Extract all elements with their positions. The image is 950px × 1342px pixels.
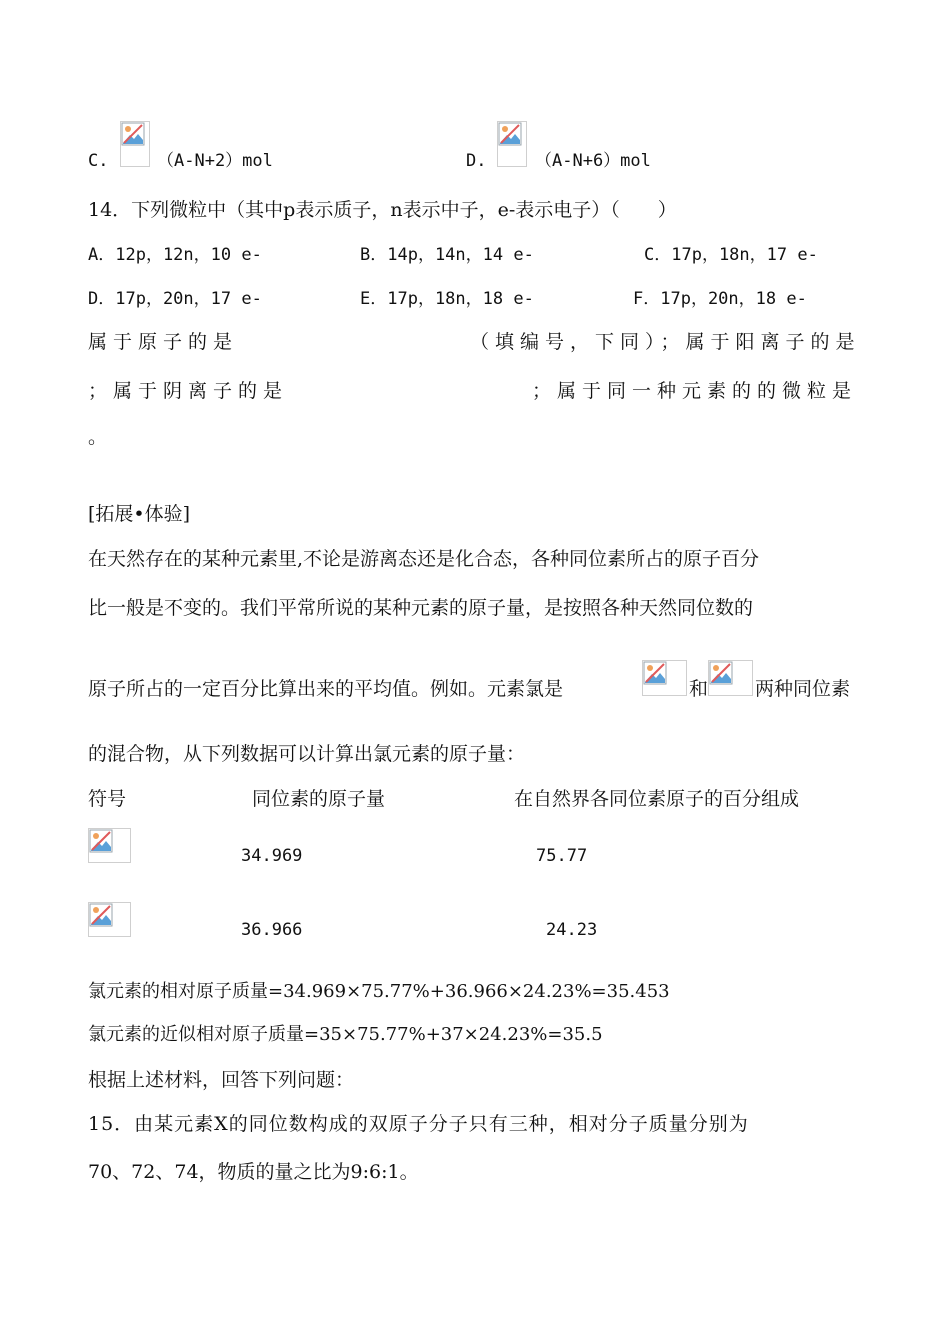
- table-cell-percent: 24.23: [546, 920, 598, 940]
- instruction-line: 根据上述材料，回答下列问题：: [88, 1069, 355, 1091]
- table-cell-percent: 75.77: [536, 846, 588, 866]
- option-c-label: C.: [88, 151, 109, 171]
- section-heading: [拓展•体验]: [88, 503, 191, 525]
- blank-prompt-atoms: 属于原子的是: [88, 331, 239, 353]
- broken-image-icon: [120, 121, 150, 167]
- isotope-cl37-image: [708, 660, 753, 696]
- q14-option-c: C．17p，18n，17 e-: [644, 245, 818, 265]
- isotope-symbol-image: [88, 828, 131, 863]
- table-header-mass: 同位素的原子量: [252, 788, 386, 810]
- q14-option-b: B．14p，14n，14 e-: [360, 245, 534, 265]
- calc-line-approx-mass: 氯元素的近似相对原子质量=35×75.77%+37×24.23%=35.5: [88, 1024, 603, 1045]
- q14-option-d: D．17p，20n，17 e-: [88, 289, 262, 309]
- isotope-cl35-image: [642, 660, 687, 696]
- option-c-text: （A-N+2）mol: [157, 151, 273, 171]
- option-d-text: （A-N+6）mol: [535, 151, 651, 171]
- blank-end-period: 。: [88, 426, 108, 448]
- paragraph-line: 两种同位素: [755, 678, 851, 700]
- blank-prompt-cations: （填编号，下同）；属于阳离子的是: [470, 331, 861, 353]
- q14-option-a: A．12p，12n，10 e-: [88, 245, 262, 265]
- paragraph-line: 的混合物，从下列数据可以计算出氯元素的原子量：: [88, 743, 526, 765]
- q14-option-f: F．17p，20n，18 e-: [633, 289, 807, 309]
- paragraph-line: 原子所占的一定百分比算出来的平均值。例如。元素氯是: [88, 678, 564, 700]
- isotope-symbol-image: [88, 902, 131, 937]
- paragraph-line: 比一般是不变的。我们平常所说的某种元素的原子量，是按照各种天然同位数的: [88, 597, 754, 619]
- table-cell-mass: 34.969: [241, 846, 303, 866]
- paragraph-line: 在天然存在的某种元素里,不论是游离态还是化合态，各种同位素所占的原子百分: [88, 548, 760, 570]
- paragraph-line: 和: [689, 678, 709, 700]
- question-15-line1: 15．由某元素X的同位数构成的双原子分子只有三种，相对分子质量分别为: [88, 1113, 749, 1135]
- blank-prompt-same-element: ；属于同一种元素的的微粒是: [532, 380, 858, 402]
- q14-option-e: E．17p，18n，18 e-: [360, 289, 534, 309]
- question-15-line2: 70、72、74，物质的量之比为9:6:1。: [88, 1161, 419, 1183]
- table-cell-mass: 36.966: [241, 920, 303, 940]
- blank-prompt-anions: ；属于阴离子的是: [88, 380, 289, 402]
- calc-line-relative-mass: 氯元素的相对原子质量=34.969×75.77%+36.966×24.23%=35.453: [88, 981, 670, 1002]
- table-header-symbol: 符号: [88, 788, 127, 810]
- broken-image-icon: [497, 121, 527, 167]
- table-header-percent: 在自然界各同位素原子的百分组成: [514, 788, 800, 810]
- question-14: 14．下列微粒中（其中p表示质子，n表示中子，e-表示电子）（ ）: [88, 199, 677, 221]
- option-d-label: D.: [466, 151, 487, 171]
